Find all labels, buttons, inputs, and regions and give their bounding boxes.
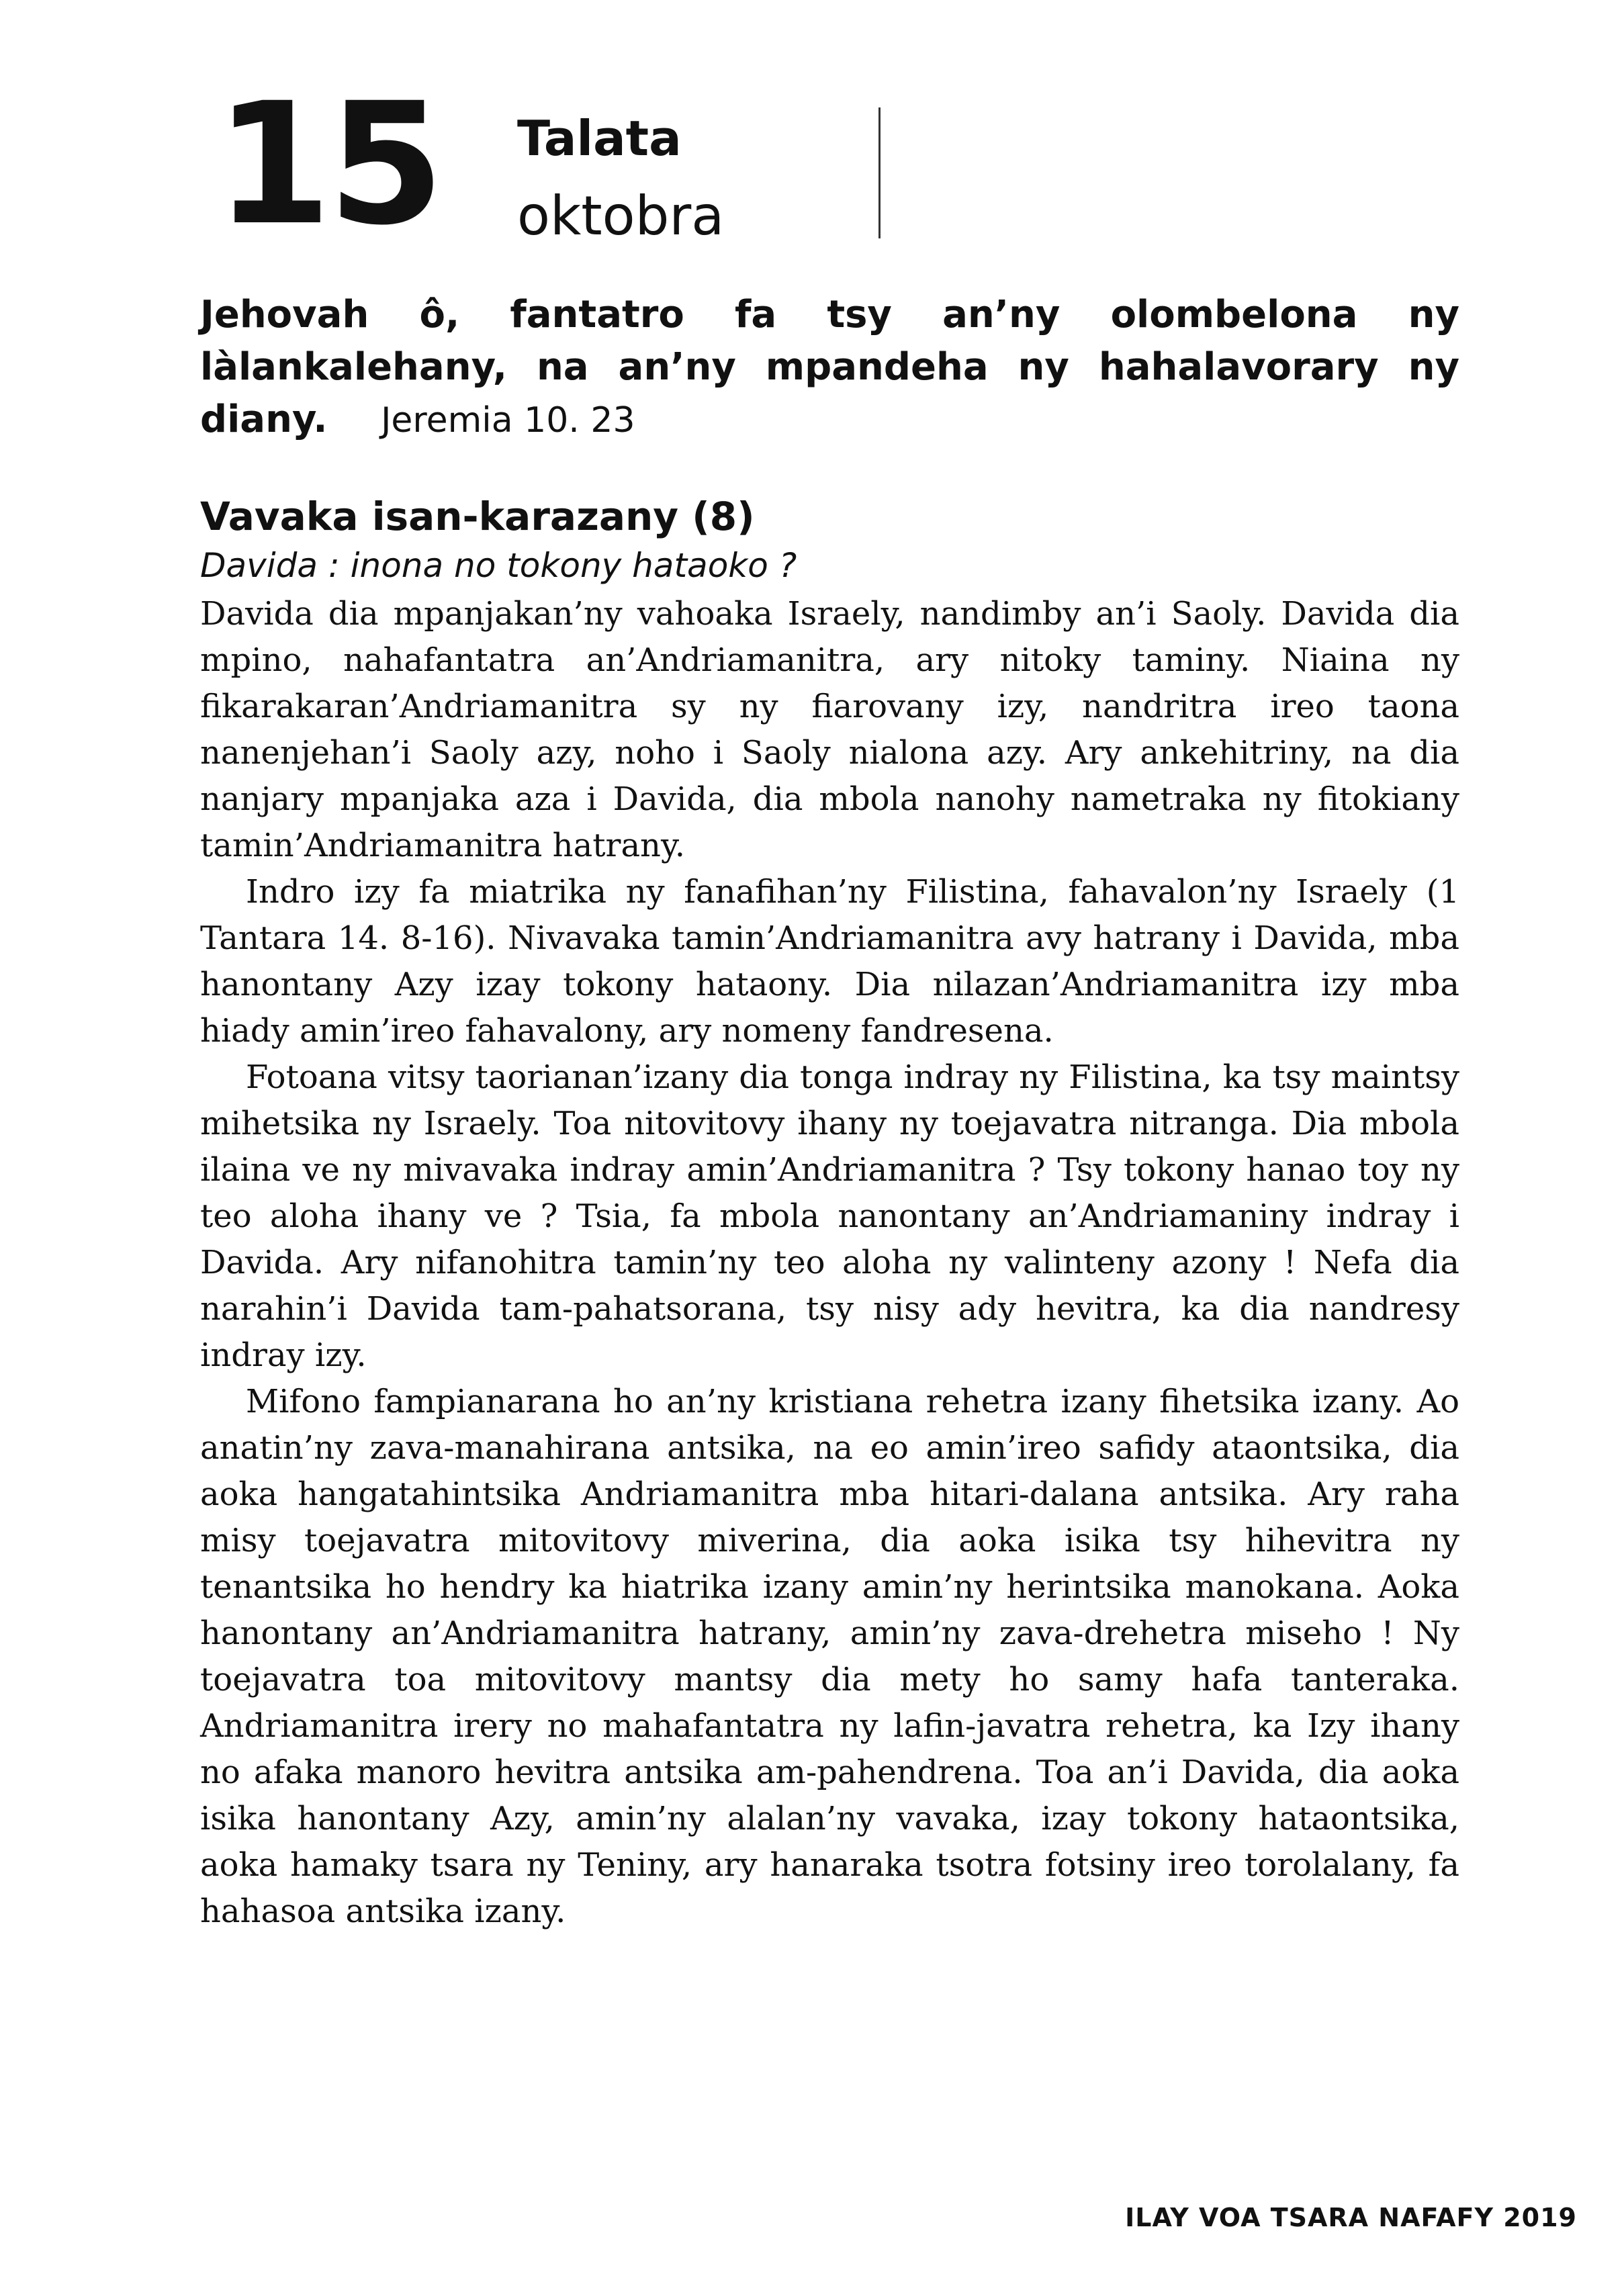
paragraph: Indro izy fa miatrika ny fanafihan’ny Filistina, fahavalon’ny Israely (1 Tantara 14. 8-16). Nivavaka tamin’Andriamanitra avy hatrany i Davida, mba hanontany Azy izay tokony hataony. Dia nilazan’Andriamanitra izy mba hiady amin’ireo fahavalony, ary nomeny fandresena. <box>200 873 1459 1050</box>
day-number: 15 <box>215 66 441 262</box>
body-text <box>200 591 1459 1935</box>
verse-reference: Jeremia 10. 23 <box>381 400 635 441</box>
month: oktobra <box>517 185 725 247</box>
daily-verse <box>200 289 1459 447</box>
verse-text: Jehovah ô, fantatro fa tsy an’ny olombelona ny làlankalehany, na an’ny mpandeha ny hahalavorary ny diany. <box>200 293 1459 441</box>
section-subtitle: Davida : inona no tokony hataoko ? <box>200 546 797 585</box>
paragraph: Davida dia mpanjakan’ny vahoaka Israely, nandimby an’i Saoly. Davida dia mpino, nahafantatra an’Andriamanitra, ary nitoky taminy. Niaina ny fikarakaran’Andriamanitra sy ny fiarovany izy, nandritra ireo taona nanenjehan’i Saoly azy, noho i Saoly nialona azy. Ary ankehitriny, na dia nanjary mpanjaka aza i Davida, dia mbola nanohy nametraka ny fitokiany tamin’Andriamanitra hatrany. <box>200 595 1459 864</box>
header-divider <box>878 107 881 238</box>
footer-publication: ILAY VOA TSARA NAFAFY 2019 <box>1125 2203 1577 2232</box>
section-title: Vavaka isan-karazany (8) <box>200 494 755 539</box>
weekday: Talata <box>517 110 682 167</box>
paragraph: Mifono fampianarana ho an’ny kristiana rehetra izany fihetsika izany. Ao anatin’ny zava-manahirana antsika, na eo amin’ireo safidy ataontsika, dia aoka hangatahintsika Andriamanitra mba hitari-dalana antsika. Ary raha misy toejavatra mitovitovy miverina, dia aoka isika tsy hihevitra ny tenantsika ho hendry ka hiatrika izany amin’ny herintsika manokana. Aoka hanontany an’Andriamanitra hatrany, amin’ny zava-drehetra miseho ! Ny toejavatra toa mitovitovy mantsy dia mety ho samy hafa tanteraka. Andriamanitra irery no mahafantatra ny lafin-javatra rehetra, ka Izy ihany no afaka manoro hevitra antsika am-pahendrena. Toa an’i Davida, dia aoka isika hanontany Azy, amin’ny alalan’ny vavaka, izay tokony hataontsika, aoka hamaky tsara ny Teniny, ary hanaraka tsotra fotsiny ireo torolalany, fa hahasoa antsika izany. <box>200 1383 1459 1930</box>
paragraph: Fotoana vitsy taorianan’izany dia tonga indray ny Filistina, ka tsy maintsy mihetsika ny Israely. Toa nitovitovy ihany ny toejavatra nitranga. Dia mbola ilaina ve ny mivavaka indray amin’Andriamanitra ? Tsy tokony hanao toy ny teo aloha ihany ve ? Tsia, fa mbola nanontany an’Andriamaniny indray i Davida. Ary nifanohitra tamin’ny teo aloha ny valinteny azony ! Nefa dia narahin’i Davida tam-pahatsorana, tsy nisy ady hevitra, ka dia nandresy indray izy. <box>200 1058 1459 1374</box>
